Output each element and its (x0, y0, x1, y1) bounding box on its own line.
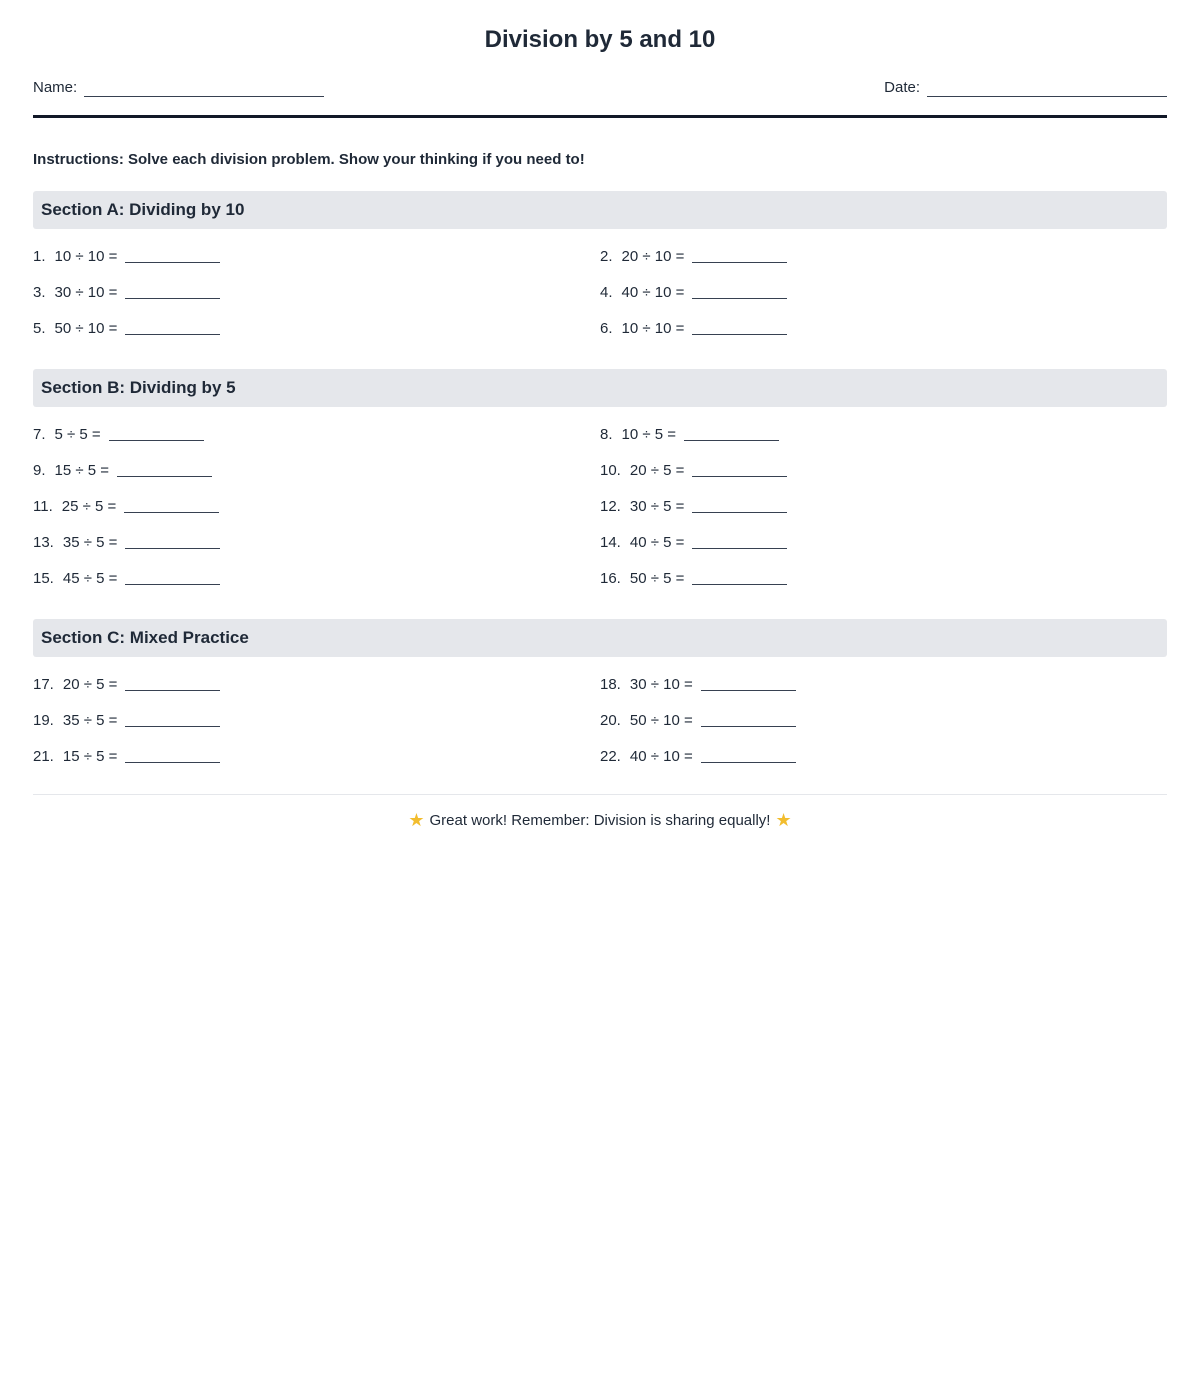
section-header (33, 619, 1167, 657)
problem-number: 15. (33, 569, 54, 587)
problem-row (600, 452, 1167, 488)
problem-number: 7. (33, 425, 46, 443)
problem-row (33, 416, 600, 452)
problem-number: 22. (600, 747, 621, 765)
date-label: Date: (884, 79, 920, 96)
problem-number: 20. (600, 711, 621, 729)
problem-expression: 35 ÷ 5 = (62, 533, 118, 551)
worksheet-section (33, 619, 1167, 774)
answer-blank (125, 749, 220, 763)
problem-number: 5. (33, 319, 46, 337)
problem-number: 18. (600, 675, 621, 693)
answer-blank (701, 749, 796, 763)
problem-expression: 35 ÷ 5 = (62, 711, 118, 729)
section-title: Section C: Mixed Practice (41, 628, 249, 647)
answer-blank (125, 713, 220, 727)
problem-row (600, 560, 1167, 596)
problem-expression: 30 ÷ 10 = (54, 283, 118, 301)
problem-row (600, 416, 1167, 452)
answer-blank (692, 321, 787, 335)
answer-blank (125, 571, 220, 585)
problem-row (33, 738, 600, 774)
problem-expression: 40 ÷ 10 = (629, 747, 693, 765)
problem-number: 4. (600, 283, 613, 301)
answer-blank (692, 535, 787, 549)
problem-grid (33, 666, 1167, 774)
problem-number: 3. (33, 283, 46, 301)
problem-expression: 25 ÷ 5 = (61, 497, 117, 515)
problem-number: 1. (33, 247, 46, 265)
problem-number: 12. (600, 497, 621, 515)
problem-row (600, 274, 1167, 310)
problem-number: 16. (600, 569, 621, 587)
problem-expression: 40 ÷ 10 = (621, 283, 685, 301)
answer-blank (692, 285, 787, 299)
answer-blank (692, 463, 787, 477)
problem-expression: 20 ÷ 5 = (62, 675, 118, 693)
answer-blank (125, 249, 220, 263)
answer-blank (684, 427, 779, 441)
problem-grid (33, 238, 1167, 346)
answer-blank (125, 285, 220, 299)
answer-blank (692, 571, 787, 585)
problem-expression: 40 ÷ 5 = (629, 533, 685, 551)
footer-message: Great work! Remember: Division is sharing equally! (429, 812, 771, 829)
answer-blank (117, 463, 212, 477)
problem-expression: 30 ÷ 5 = (629, 497, 685, 515)
problem-expression: 20 ÷ 5 = (629, 461, 685, 479)
answer-blank (125, 321, 220, 335)
star-icon: ★ (775, 810, 792, 830)
name-field (33, 79, 324, 97)
problem-expression: 15 ÷ 5 = (54, 461, 110, 479)
problem-grid (33, 416, 1167, 596)
problem-number: 9. (33, 461, 46, 479)
answer-blank (125, 535, 220, 549)
problem-expression: 20 ÷ 10 = (621, 247, 685, 265)
answer-blank (109, 427, 204, 441)
section-header (33, 369, 1167, 407)
problem-row (600, 524, 1167, 560)
answer-blank (701, 677, 796, 691)
problem-row (33, 488, 600, 524)
problem-row (33, 702, 600, 738)
problem-row (600, 702, 1167, 738)
problem-expression: 30 ÷ 10 = (629, 675, 693, 693)
problem-number: 11. (33, 497, 53, 515)
date-field (884, 79, 1167, 97)
problem-number: 14. (600, 533, 621, 551)
problem-number: 2. (600, 247, 613, 265)
problem-expression: 15 ÷ 5 = (62, 747, 118, 765)
problem-number: 17. (33, 675, 54, 693)
worksheet-section (33, 191, 1167, 346)
problem-expression: 10 ÷ 10 = (621, 319, 685, 337)
problem-row (33, 666, 600, 702)
problem-expression: 10 ÷ 10 = (54, 247, 118, 265)
problem-row (600, 666, 1167, 702)
problem-number: 21. (33, 747, 54, 765)
problem-number: 19. (33, 711, 54, 729)
problem-expression: 10 ÷ 5 = (621, 425, 677, 443)
sections-container (33, 191, 1167, 774)
section-header (33, 191, 1167, 229)
problem-row (33, 310, 600, 346)
answer-blank (692, 249, 787, 263)
footer (33, 794, 1167, 831)
instructions-text: Instructions: Solve each division problem. Show your thinking if you need to! (33, 151, 585, 168)
problem-row (600, 310, 1167, 346)
problem-row (600, 488, 1167, 524)
name-date-row (33, 79, 1167, 97)
date-blank-line (927, 82, 1167, 97)
page-title: Division by 5 and 10 (484, 26, 716, 53)
problem-number: 13. (33, 533, 54, 551)
problem-row (33, 238, 600, 274)
problem-expression: 50 ÷ 5 = (629, 569, 685, 587)
section-title: Section B: Dividing by 5 (41, 378, 236, 397)
problem-row (33, 524, 600, 560)
problem-row (600, 238, 1167, 274)
problem-row (33, 560, 600, 596)
name-label: Name: (33, 79, 78, 96)
problem-row (33, 274, 600, 310)
header-divider (33, 115, 1167, 118)
worksheet-section (33, 369, 1167, 596)
name-blank-line (84, 82, 324, 97)
problem-number: 6. (600, 319, 613, 337)
answer-blank (125, 677, 220, 691)
answer-blank (692, 499, 787, 513)
problem-number: 8. (600, 425, 613, 443)
problem-row (600, 738, 1167, 774)
section-title: Section A: Dividing by 10 (41, 200, 245, 219)
problem-expression: 50 ÷ 10 = (54, 319, 118, 337)
star-icon: ★ (408, 810, 425, 830)
problem-number: 10. (600, 461, 621, 479)
problem-expression: 50 ÷ 10 = (629, 711, 693, 729)
problem-expression: 45 ÷ 5 = (62, 569, 118, 587)
answer-blank (701, 713, 796, 727)
problem-row (33, 452, 600, 488)
problem-expression: 5 ÷ 5 = (54, 425, 101, 443)
answer-blank (124, 499, 219, 513)
